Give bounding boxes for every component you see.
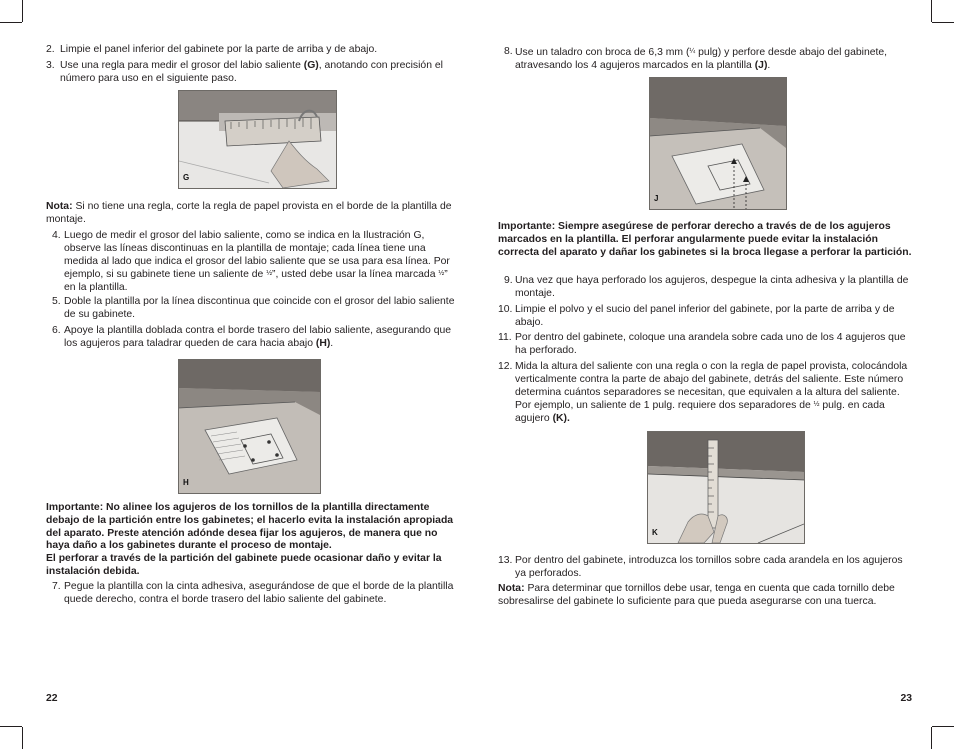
- step-13: 13. Por dentro del gabinete, introduzca los tornillos sobre cada arandela en los agujeros ya perforados.: [498, 555, 903, 579]
- crop-mark: [931, 727, 932, 749]
- template-taped-illustration: [179, 360, 320, 493]
- important-warning-2: El perforar a través de la partición del gabinete puede ocasionar daño y evitar la instalación debida.: [46, 553, 442, 577]
- step-7: 7. Pegue la plantilla con la cinta adhesiva, asegurándose de que el borde de la plantilla quede derecho, contra el borde trasero del labio saliente del gabinete.: [52, 581, 454, 605]
- step-4: 4. Luego de medir el grosor del labio saliente, como se indica en la Ilustración G, observe las líneas discontinuas en la plantilla de montaje; cada línea tiene una medida al lado que indica el grosor del labio saliente que se usa para esa línea. Por ejemplo, si su gabinete tiene un saliente de ½”, usted debe usar la línea marcada ½” en la plantilla.: [52, 230, 450, 294]
- crop-mark: [0, 726, 22, 727]
- figure-k: K: [647, 431, 805, 544]
- step-3: 3. Use una regla para medir el grosor del labio saliente (G), anotando con precisión el número para uso en el siguiente paso.: [46, 60, 443, 84]
- crop-mark: [22, 0, 23, 22]
- measure-height-illustration: [648, 432, 804, 543]
- crop-mark: [932, 726, 954, 727]
- step-10: 10. Limpie el polvo y el sucio del panel inferior del gabinete, por la parte de arriba y de abajo.: [498, 304, 895, 328]
- figure-g: G: [178, 90, 337, 189]
- figure-h: H: [178, 359, 321, 494]
- step-6: 6. Apoye la plantilla doblada contra el borde trasero del labio saliente, asegurando que los agujeros para taladrar queden de cara hacia abajo (H).: [52, 325, 452, 349]
- step-2: 2. Limpie el panel inferior del gabinete por la parte de arriba y de abajo.: [46, 44, 378, 55]
- note-screws: Nota: Para determinar que tornillos debe usar, tenga en cuenta que cada tornillo debe sobresalirse del gabinete lo suficiente para que pueda asegurarse con una tuerca.: [498, 583, 895, 607]
- page-number-right: 23: [900, 693, 912, 704]
- figure-j: J: [649, 77, 787, 210]
- drilling-illustration: [650, 78, 786, 209]
- step-12: 12. Mida la altura del saliente con una regla o con la regla de papel provista, colocándola verticalmente contra la parte de abajo del gabinete, detrás del saliente. Este número determina cuántos separadores se necesitan, que equivalen a la altura del saliente. Por ejemplo, un saliente de 1 pulg. requiere dos separadores de ½ pulg. en cada agujero (K).: [498, 361, 908, 425]
- step-8: 8. Use un taladro con broca de 6,3 mm (¼ pulg) y perfore desde abajo del gabinete, atravesando los 4 agujeros marcados en la plantilla (J).: [504, 46, 888, 71]
- crop-mark: [931, 0, 932, 22]
- crop-mark: [0, 22, 22, 23]
- note-paragraph: Nota: Si no tiene una regla, corte la regla de papel provista en el borde de la plantilla de montaje.: [46, 201, 452, 225]
- step-9: 9. Una vez que haya perforado los agujeros, despegue la cinta adhesiva y la plantilla de montaje.: [504, 275, 909, 299]
- step-11: 11. Por dentro del gabinete, coloque una arandela sobre cada uno de los 4 agujeros que ha perforado.: [498, 332, 906, 356]
- page-number-left: 22: [46, 693, 58, 704]
- ruler-measure-illustration: [179, 91, 336, 188]
- step-5: 5. Doble la plantilla por la línea discontinua que coincide con el grosor del labio saliente de su gabinete.: [52, 296, 455, 320]
- crop-mark: [22, 727, 23, 749]
- important-warning: Importante: No alinee los agujeros de los tornillos de la plantilla directamente debajo de la partición entre los gabinetes; el hacerlo evita la instalación apropiada del aparato. Preste atención adónde desea fijar los agujeros, de manera que no haya daño a los gabinetes durante el proceso de montaje.: [46, 502, 454, 552]
- crop-mark: [932, 22, 954, 23]
- important-drilling: Importante: Siempre asegúrese de perforar derecho a través de de los agujeros marcados en la plantilla. El perforar angularmente puede evitar la instalación correcta del aparato y dañar los gabinetes si la broca llegase a perforar la partición.: [498, 221, 912, 258]
